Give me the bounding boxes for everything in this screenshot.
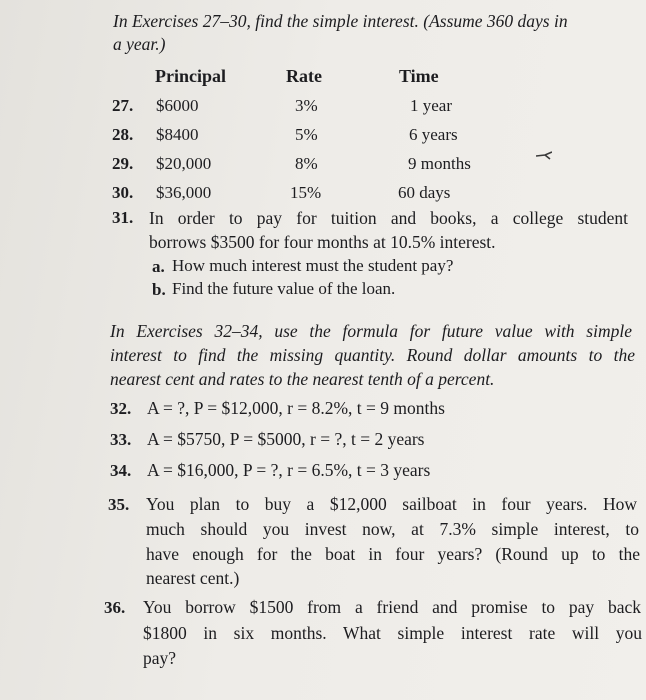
row-29-time: 9 months (408, 154, 471, 173)
row-30-number: 30. (112, 183, 134, 202)
ex31-line2: borrows $3500 for four months at 10.5% interest. (149, 232, 496, 252)
ex36-line1: You borrow $1500 from a friend and promise to pay back (143, 597, 641, 617)
row-27-time: 1 year (410, 96, 453, 115)
row-27-principal: $6000 (156, 96, 199, 115)
ex31-a-text: How much interest must the student pay? (172, 256, 454, 275)
intro-32-34-line2: interest to find the missing quantity. Round dollar amounts to the (110, 345, 635, 365)
ex33-text: A = $5750, P = $5000, r = ?, t = 2 years (147, 429, 425, 449)
row-30-rate: 15% (290, 183, 322, 202)
ex31-number: 31. (112, 208, 134, 227)
row-28-rate: 5% (295, 125, 318, 144)
ex32-number: 32. (110, 399, 132, 418)
ex35-line2: much should you invest now, at 7.3% simple interest, to (146, 519, 639, 539)
row-29-number: 29. (112, 154, 134, 173)
intro-32-34-line3: nearest cent and rates to the nearest tenth of a percent. (110, 369, 495, 389)
pen-mark-icon (536, 151, 552, 161)
intro-27-30-line2: a year.) (113, 34, 166, 54)
row-29-rate: 8% (295, 154, 318, 173)
row-29-principal: $20,000 (156, 154, 212, 173)
row-28-number: 28. (112, 125, 134, 144)
header-principal: Principal (155, 66, 226, 86)
row-27-number: 27. (112, 96, 134, 115)
row-27-rate: 3% (295, 96, 318, 115)
ex31-b-label: b. (152, 280, 166, 299)
header-time: Time (399, 66, 439, 86)
ex36-number: 36. (104, 598, 126, 617)
ex35-number: 35. (108, 495, 130, 514)
ex34-number: 34. (110, 461, 132, 480)
row-30-time: 60 days (398, 183, 451, 202)
ex31-b-text: Find the future value of the loan. (172, 279, 396, 298)
ex36-line3: pay? (143, 648, 177, 668)
ex31-line1: In order to pay for tuition and books, a college student (149, 208, 628, 228)
row-28-principal: $8400 (156, 125, 199, 144)
ex35-line1: You plan to buy a $12,000 sailboat in four years. How (146, 494, 637, 514)
ex36-line2: $1800 in six months. What simple interest rate will you (143, 623, 642, 643)
ex33-number: 33. (110, 430, 132, 449)
row-28-time: 6 years (409, 125, 458, 144)
intro-32-34-line1: In Exercises 32–34, use the formula for future value with simple (110, 321, 632, 341)
header-rate: Rate (286, 66, 322, 86)
intro-27-30-line1: In Exercises 27–30, find the simple interest. (Assume 360 days in (113, 11, 568, 31)
ex34-text: A = $16,000, P = ?, r = 6.5%, t = 3 years (147, 460, 431, 480)
ex32-text: A = ?, P = $12,000, r = 8.2%, t = 9 months (147, 398, 445, 418)
ex35-line3: have enough for the boat in four years? (Round up to the (146, 544, 640, 564)
row-30-principal: $36,000 (156, 183, 212, 202)
ex35-line4: nearest cent.) (146, 568, 240, 588)
ex31-a-label: a. (152, 257, 165, 276)
